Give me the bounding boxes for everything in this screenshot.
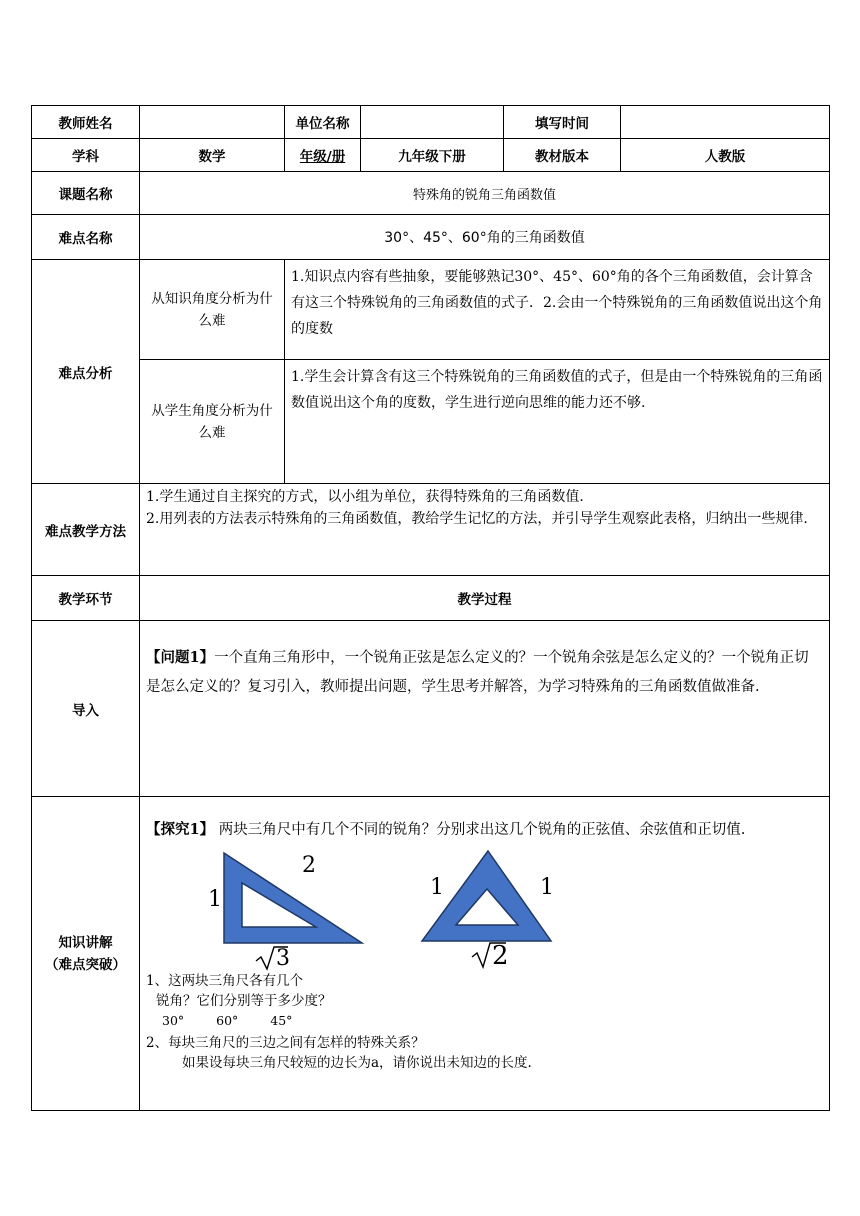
intro-text: 一个直角三角形中，一个锐角正弦是怎么定义的？一个锐角余弦是怎么定义的？一个锐角正切是怎么定义的？复习引入，教师提出问题，学生思考并解答，为学习特殊角的三角函数值做准备. [146, 650, 809, 695]
tri1-left-side-label: 1 [208, 887, 222, 912]
angle-45: 45° [270, 1013, 293, 1028]
intro-text-cell [140, 621, 830, 797]
lesson-plan-table [31, 105, 830, 1111]
method-line-1: 1.学生通过自主探究的方式，以小组为单位，获得特殊角的三角函数值. [146, 489, 584, 505]
topic-value: 特殊角的锐角三角函数值 [140, 172, 830, 215]
unit-label: 单位名称 [285, 106, 361, 139]
difficulty-value: 30°、45°、60°角的三角函数值 [140, 215, 830, 260]
triangle-figures [146, 843, 823, 971]
fill-time-label: 填写时间 [504, 106, 621, 139]
method-line-2: 2.用列表的方法表示特殊角的三角函数值，教给学生记忆的方法，并引导学生观察此表格，归纳出一些规律. [146, 511, 808, 527]
tri1-base-label: 3 [276, 946, 290, 971]
angle-answers [146, 1011, 823, 1031]
knowledge-label [32, 797, 140, 1111]
subject-value: 数学 [140, 139, 285, 172]
topic-label: 课题名称 [32, 172, 140, 215]
edition-value: 人教版 [621, 139, 830, 172]
knowledge-label-line-2: （难点突破） [45, 956, 126, 973]
knowledge-content [140, 797, 830, 1111]
tri2-base-label: 2 [492, 941, 509, 971]
edition-label: 教材版本 [504, 139, 621, 172]
explore-1-tag: 【探究1】 [146, 821, 215, 838]
student-angle-label: 从学生角度分析为什么难 [140, 360, 285, 484]
knowledge-label-line-1: 知识讲解 [58, 934, 113, 951]
student-angle-text: 1.学生会计算含有这三个特殊锐角的三角函数值的式子，但是由一个特殊锐角的三角函数值说出这个角的度数，学生进行逆向思维的能力还不够. [285, 360, 830, 484]
method-label: 难点教学方法 [32, 484, 140, 576]
knowledge-angle-text: 1.知识点内容有些抽象，要能够熟记30°、45°、60°角的各个三角函数值，会计算含有这三个特殊锐角的三角函数值的式子．2.会由一个特殊锐角的三角函数值说出这个角的度数 [285, 260, 830, 360]
question-1-line-2: 锐角？它们分别等于多少度？ [156, 993, 332, 1009]
knowledge-angle-label: 从知识角度分析为什么难 [140, 260, 285, 360]
fill-time-value[interactable] [621, 106, 830, 139]
angle-30: 30° [162, 1013, 185, 1028]
right-triangle-shape [224, 853, 362, 943]
question-1-tag: 【问题1】 [146, 649, 215, 666]
subject-label: 学科 [32, 139, 140, 172]
question-1-line-1: 1、这两块三角尺各有几个 [146, 973, 304, 989]
question-2-sub: 如果设每块三角尺较短的边长为a，请你说出未知边的长度. [182, 1055, 532, 1071]
intro-label: 导入 [32, 621, 140, 797]
method-text [140, 484, 830, 576]
question-2: 2、每块三角尺的三边之间有怎样的特殊关系？ [146, 1035, 425, 1051]
tri2-right-label: 1 [540, 875, 554, 900]
analysis-label: 难点分析 [32, 260, 140, 484]
explore-1-body: 两块三角尺中有几个不同的锐角？分别求出这几个锐角的正弦值、余弦值和正切值. [214, 822, 746, 838]
teacher-name-label: 教师姓名 [32, 106, 140, 139]
tri2-left-label: 1 [430, 875, 444, 900]
stage-header: 教学环节 [32, 576, 140, 621]
unit-value[interactable] [361, 106, 504, 139]
explore-1-text [146, 817, 823, 843]
difficulty-label: 难点名称 [32, 215, 140, 260]
grade-value: 九年级下册 [361, 139, 504, 172]
grade-label: 年级/册 [285, 139, 361, 172]
tri1-hyp-label: 2 [302, 853, 316, 878]
process-header: 教学过程 [140, 576, 830, 621]
angle-60: 60° [216, 1013, 239, 1028]
teacher-name-value[interactable] [140, 106, 285, 139]
